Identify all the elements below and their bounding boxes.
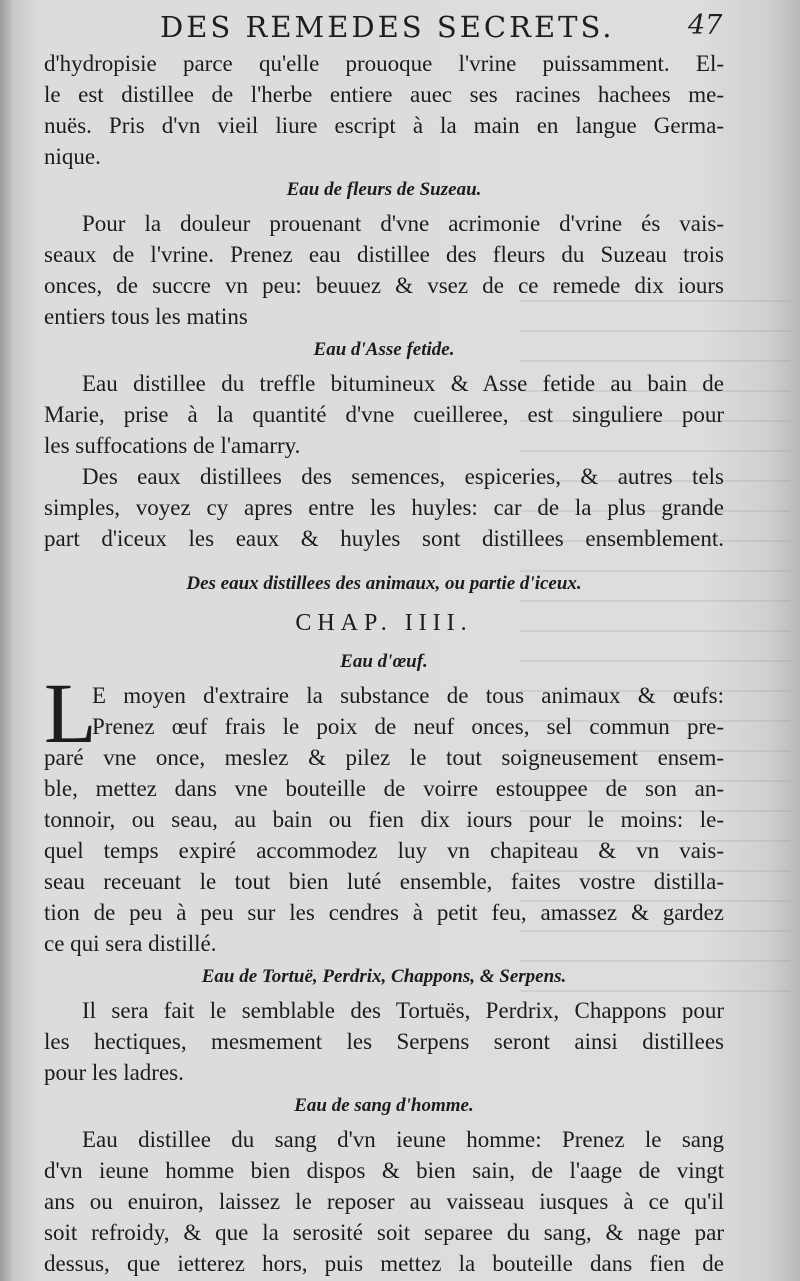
text-line: pour les ladres.: [44, 1060, 184, 1085]
running-title: DES REMEDES SECRETS.: [160, 10, 615, 44]
text-line: nuës. Pris d'vn vieil liure escript à la main en langue Germa-: [44, 113, 724, 138]
text-line: simples, voyez cy apres entre les huyles: car de la plus grande: [44, 495, 724, 520]
section-heading: Eau d'Asse fetide.: [313, 339, 455, 360]
part-subtitle: Des eaux distillees des animaux, ou partie d'iceux.: [186, 573, 582, 594]
text-line: paré vne once, meslez & pilez le tout soigneusement ensem-: [44, 745, 724, 770]
text-line: Pour la douleur prouenant d'vne acrimonie d'vrine és vais-: [82, 211, 724, 236]
page-text: [44, 48, 724, 1279]
section-heading: Eau d'œuf.: [340, 651, 428, 672]
text-line: ans ou enuiron, laissez le reposer au vaisseau iusques à ce qu'il: [44, 1189, 724, 1214]
section-heading: Eau de fleurs de Suzeau.: [286, 179, 482, 200]
page-number: 47: [688, 10, 723, 41]
text-line: Prenez œuf frais le poix de neuf onces, sel commun pre-: [92, 714, 724, 739]
running-head: [0, 6, 800, 46]
text-line: ble, mettez dans vne bouteille de voirre estouppee de son an-: [44, 776, 724, 801]
text-line: nique.: [44, 144, 101, 169]
text-line: seau receuant le tout bien luté ensemble, faites vostre distilla-: [44, 869, 724, 894]
text-line: Marie, prise à la quantité d'vne cueilleree, est singuliere pour: [44, 402, 724, 427]
text-line: quel temps expiré accommodez luy vn chapiteau & vn vais-: [44, 838, 724, 863]
section-heading: Eau de sang d'homme.: [294, 1095, 474, 1116]
text-line: le est distillee de l'herbe entiere auec ses racines hachees me-: [44, 82, 724, 107]
text-line: Des eaux distillees des semences, espiceries, & autres tels: [82, 464, 724, 489]
text-line: les suffocations de l'amarry.: [44, 433, 301, 458]
text-line: dessus, que ietterez hors, puis mettez la bouteille dans fien de: [44, 1251, 724, 1276]
text-line: tion de peu à peu sur les cendres à petit feu, amassez & gardez: [44, 900, 724, 925]
chapter-title: CHAP. IIII.: [295, 610, 473, 636]
text-line: seaux de l'vrine. Prenez eau distillee des fleurs du Suzeau trois: [44, 242, 724, 267]
text-line: Il sera fait le semblable des Tortuës, Perdrix, Chappons pour: [82, 998, 724, 1023]
text-line: d'vn ieune homme bien dispos & bien sain, de l'aage de vingt: [44, 1158, 724, 1183]
text-line: tonnoir, ou seau, au bain ou fien dix iours pour le moins: le-: [44, 807, 724, 832]
text-line: Eau distillee du sang d'vn ieune homme: Prenez le sang: [82, 1127, 724, 1152]
text-line: les hectiques, mesmement les Serpens seront ainsi distillees: [44, 1029, 724, 1054]
text-line: ce qui sera distillé.: [44, 931, 217, 956]
text-line: E moyen d'extraire la substance de tous animaux & œufs:: [92, 683, 724, 708]
text-line: Eau distillee du treffle bitumineux & Asse fetide au bain de: [82, 371, 724, 396]
section-heading: Eau de Tortuë, Perdrix, Chappons, & Serpens.: [201, 966, 567, 987]
text-line: d'hydropisie parce qu'elle prouoque l'vrine puissamment. El-: [44, 51, 724, 76]
text-line: soit refroidy, & que la serosité soit separee du sang, & nage par: [44, 1220, 724, 1245]
text-line: part d'iceux les eaux & huyles sont distillees ensemblement.: [44, 526, 724, 551]
drop-cap: L: [44, 665, 97, 761]
spacer: [44, 554, 724, 566]
text-line: onces, de succre vn peu: beuuez & vsez de ce remede dix iours: [44, 273, 724, 298]
text-line: entiers tous les matins: [44, 304, 248, 329]
